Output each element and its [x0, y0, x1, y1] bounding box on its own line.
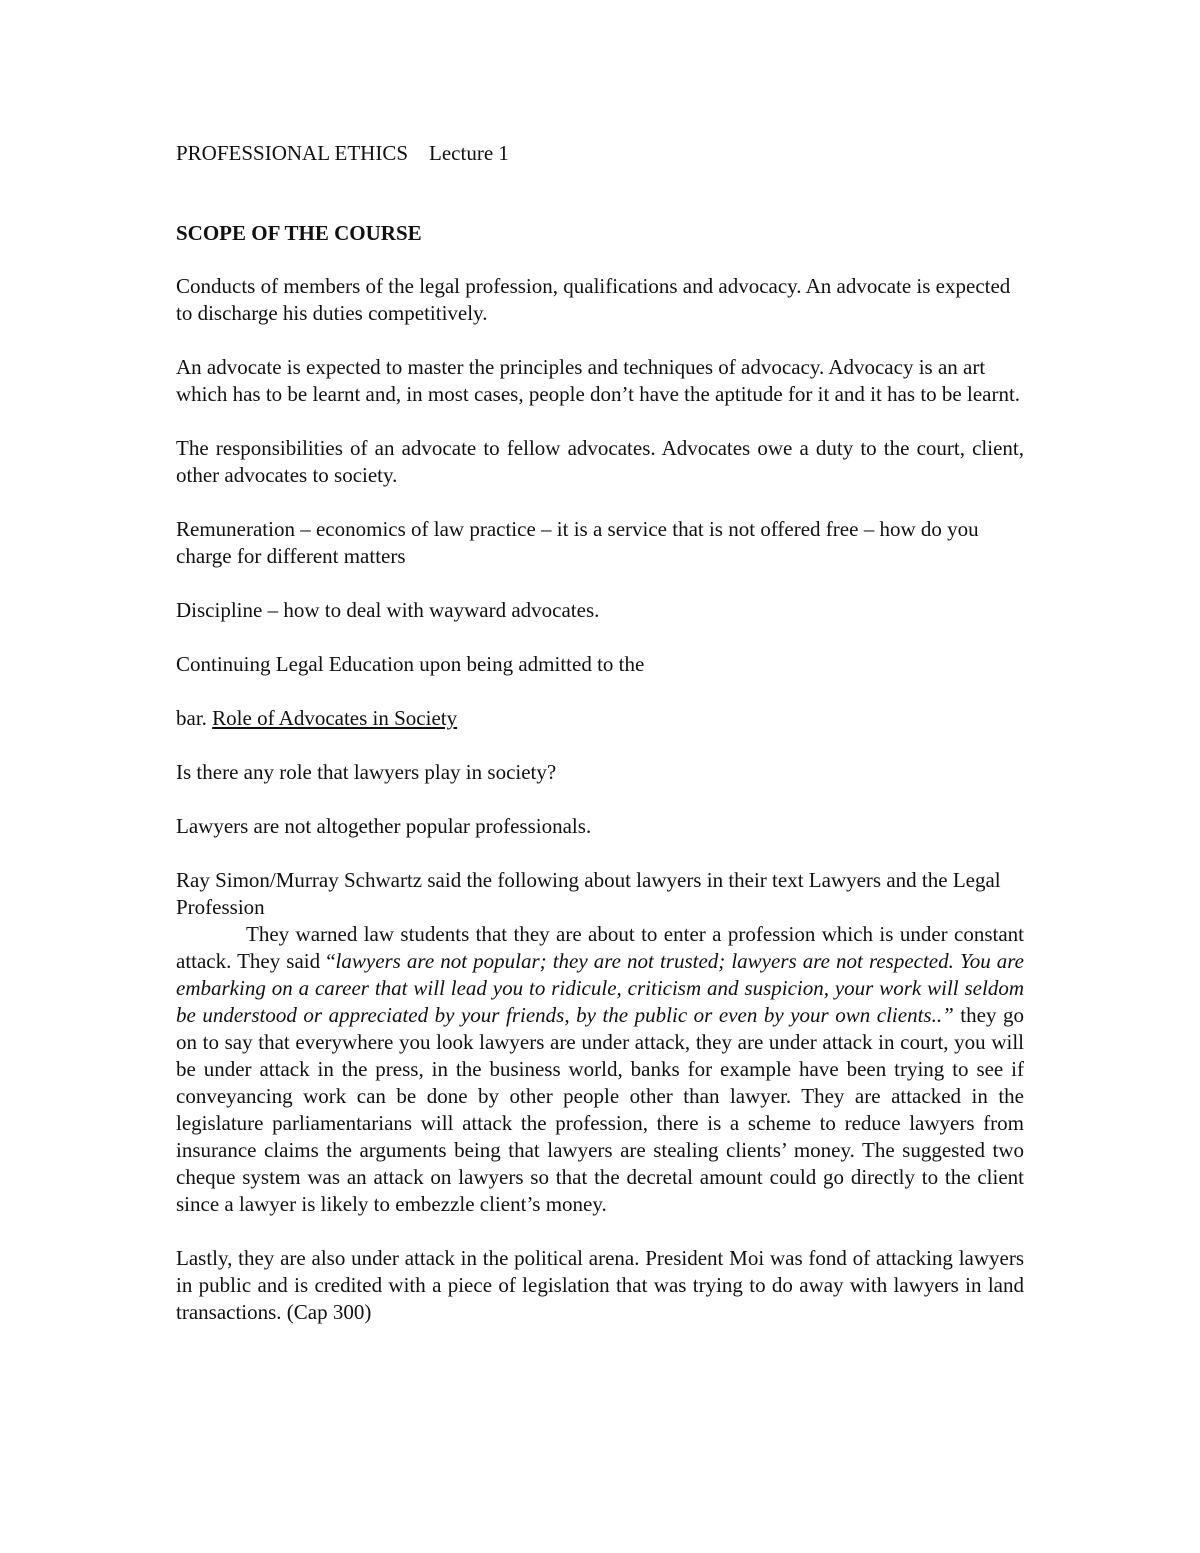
bar-prefix: bar. [176, 706, 213, 730]
role-of-advocates-heading: Role of Advocates in Society [212, 706, 458, 730]
paragraph-continuing-education: Continuing Legal Education upon being admitted to the [176, 652, 645, 676]
paragraph-political-arena: Lastly, they are also under attack in the political arena. President Moi was fond of attacking lawyers in public and is credited with a piece of legislation that was trying to do away with lawyers in land transactions. (Cap 300) [176, 1246, 1024, 1324]
warned-continuation: they go on to say that everywhere you look lawyers are under attack, they are under attack in court, you will be under attack in the press, in the business world, banks for example have been trying to see if conveyancing work can be done by other people other than lawyer. They are attacked in the legislature parliamentarians will attack the profession, there is a scheme to reduce lawyers from insurance claims the arguments being that lawyers are stealing clients’ money. The suggested two cheque system was an attack on lawyers so that the decretal amount could go directly to the client since a lawyer is likely to embezzle client’s money. [176, 1003, 1024, 1216]
document-body [176, 140, 1024, 1353]
warned-intro: They warned law students that they are about to enter a profession which is under constant attack. They said “ [176, 922, 1024, 973]
paragraph-discipline: Discipline – how to deal with wayward advocates. [176, 598, 600, 622]
paragraph-role-of-advocates [176, 705, 1024, 732]
quoted-passage: lawyers are not popular; they are not trusted; lawyers are not respected. You are embarking on a career that will lead you to ridicule, criticism and suspicion, your work will seldom be understood or appreciated by your friends, by the public or even by your own clients..” [176, 949, 1024, 1027]
document-title: PROFESSIONAL ETHICS [176, 141, 409, 165]
paragraph-advocacy-art: An advocate is expected to master the principles and techniques of advocacy. Advocacy is an art which has to be learnt and, in most cases, people don’t have the aptitude for it and it has to be learnt. [176, 355, 1021, 406]
paragraph-not-popular: Lawyers are not altogether popular professionals. [176, 814, 592, 838]
document-title-line [176, 140, 1024, 167]
lecture-label: Lecture 1 [429, 141, 509, 165]
paragraph-remuneration: Remuneration – economics of law practice – it is a service that is not offered free – how do you charge for different matters [176, 517, 979, 568]
paragraph-simon-schwartz: Ray Simon/Murray Schwartz said the following about lawyers in their text Lawyers and the Legal Profession [176, 868, 1001, 919]
paragraph-warned-students [176, 921, 1024, 1218]
paragraph-role-question: Is there any role that lawyers play in society? [176, 760, 557, 784]
paragraph-responsibilities: The responsibilities of an advocate to fellow advocates. Advocates owe a duty to the court, client, other advocates to society. [176, 436, 1024, 487]
paragraph-conducts: Conducts of members of the legal profession, qualifications and advocacy. An advocate is expected to discharge his duties competitively. [176, 274, 1011, 325]
section-heading: SCOPE OF THE COURSE [176, 221, 422, 245]
